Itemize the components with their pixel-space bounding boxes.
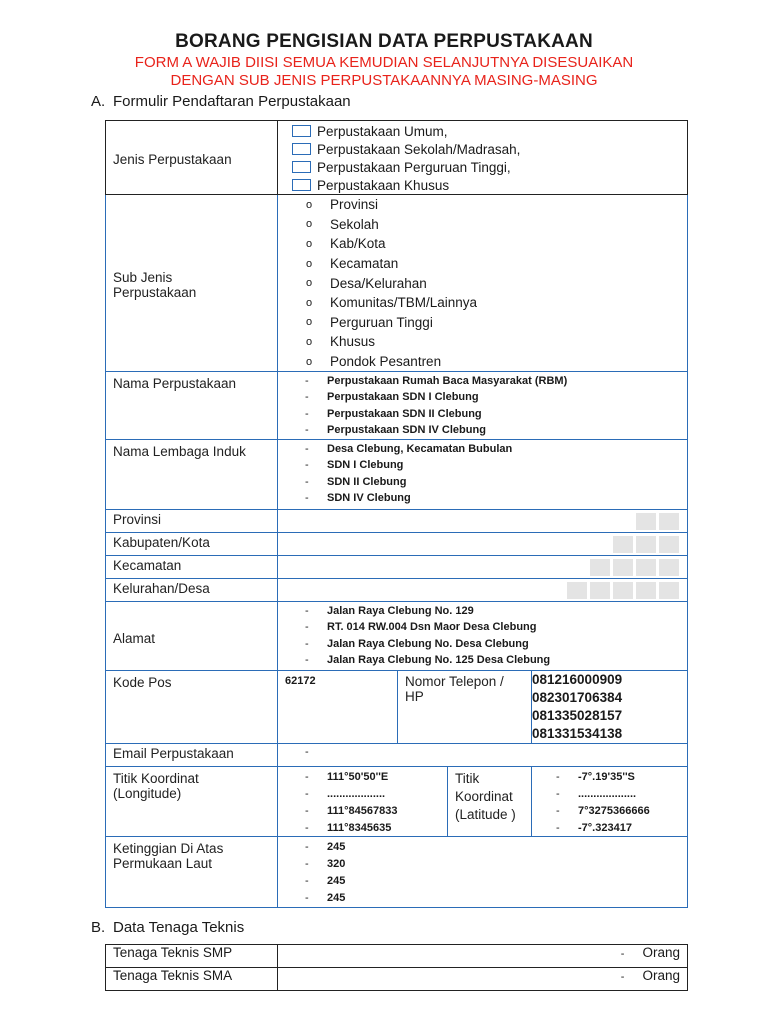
code-box[interactable] — [590, 582, 610, 599]
form-title: BORANG PENGISIAN DATA PERPUSTAKAAN — [175, 31, 593, 52]
dash-bullet: - — [305, 475, 309, 488]
sub-jenis-label-line-2: Perpustakaan — [113, 285, 197, 301]
sub-jenis-option[interactable] — [278, 273, 687, 293]
radio-bullet-icon: o — [306, 257, 313, 270]
option-label: Perpustakaan Khusus — [317, 177, 450, 193]
dash-bullet: - — [305, 374, 309, 387]
dash-bullet: - — [305, 442, 309, 455]
list-item — [278, 372, 687, 389]
list-item — [278, 785, 447, 802]
longitude-label-line-1: Titik Koordinat — [113, 771, 199, 787]
nama-lembaga-label: Nama Lembaga Induk — [106, 440, 278, 510]
tenaga-teknis-label: Tenaga Teknis SMA — [106, 968, 278, 991]
list-item — [278, 389, 687, 406]
dash-bullet: - — [305, 407, 309, 420]
code-boxes — [567, 582, 679, 599]
kode-pos-label: Kode Pos — [106, 671, 278, 744]
code-box[interactable] — [659, 536, 679, 553]
kabupaten-label: Kabupaten/Kota — [106, 533, 278, 556]
sub-jenis-option[interactable] — [278, 332, 687, 352]
latitude-values[interactable] — [532, 767, 688, 837]
tenaga-teknis-value[interactable] — [278, 945, 688, 968]
kabupaten-code-field[interactable] — [278, 533, 688, 556]
ketinggian-values[interactable] — [278, 837, 688, 908]
sub-jenis-option[interactable] — [278, 215, 687, 235]
tenaga-teknis-table — [105, 944, 688, 991]
latitude-label — [448, 767, 532, 837]
list-item — [532, 819, 687, 836]
radio-bullet-icon: o — [306, 296, 313, 309]
list-item — [278, 819, 447, 836]
item-text: 245 — [327, 874, 346, 887]
option-label: Khusus — [330, 334, 376, 350]
list-item — [278, 490, 687, 507]
list-item — [278, 422, 687, 439]
checkbox-icon[interactable] — [292, 179, 311, 191]
email-value: - — [305, 746, 309, 759]
longitude-label-line-2: (Longitude) — [113, 786, 182, 802]
form-instruction-line-1: FORM A WAJIB DIISI SEMUA KEMUDIAN SELANJUTNYA DISESUAIKAN — [134, 54, 634, 71]
jenis-options — [278, 121, 688, 195]
radio-bullet-icon: o — [306, 237, 313, 250]
item-text: SDN I Clebung — [327, 459, 404, 472]
dash-bullet: - — [305, 391, 309, 404]
list-item — [278, 652, 687, 669]
checkbox-icon[interactable] — [292, 143, 311, 155]
latitude-label-line-3: (Latitude ) — [455, 807, 516, 823]
radio-bullet-icon: o — [306, 277, 313, 290]
code-box[interactable] — [636, 559, 656, 576]
code-box[interactable] — [659, 559, 679, 576]
registration-form-table — [105, 120, 688, 908]
dash-bullet: - — [305, 891, 309, 904]
sub-jenis-option[interactable] — [278, 293, 687, 313]
option-label: Kab/Kota — [330, 236, 386, 252]
alamat-values[interactable] — [278, 602, 688, 671]
ketinggian-label-line-1: Ketinggian Di Atas — [113, 841, 224, 857]
code-box[interactable] — [659, 513, 679, 530]
code-box[interactable] — [613, 582, 633, 599]
section-b-heading — [91, 919, 244, 936]
checkbox-icon[interactable] — [292, 161, 311, 173]
radio-bullet-icon: o — [306, 316, 313, 329]
list-item — [278, 457, 687, 474]
dash-bullet: - — [620, 971, 625, 983]
list-item — [278, 635, 687, 652]
email-label: Email Perpustakaan — [106, 744, 278, 767]
option-label: Sekolah — [330, 216, 379, 232]
code-box[interactable] — [613, 559, 633, 576]
radio-bullet-icon: o — [306, 355, 313, 368]
dash-bullet: - — [305, 621, 309, 634]
section-a-heading — [91, 93, 351, 110]
option-label: Pondok Pesantren — [330, 354, 442, 370]
unit-label: Orang — [642, 968, 680, 983]
list-item — [278, 473, 687, 490]
item-text: -7°.323417 — [578, 821, 632, 834]
tenaga-teknis-row — [106, 968, 688, 991]
section-b-letter: B. — [91, 919, 106, 936]
dash-bullet: - — [305, 804, 309, 817]
option-label: Provinsi — [330, 197, 379, 213]
item-text: 111°8345635 — [327, 821, 392, 834]
longitude-label — [106, 767, 278, 837]
row-provinsi — [106, 510, 688, 533]
sub-jenis-label — [106, 195, 278, 372]
list-item — [532, 768, 687, 785]
telepon-values[interactable] — [532, 671, 688, 744]
list-item — [278, 838, 687, 855]
sub-jenis-options — [278, 195, 688, 372]
provinsi-code-field[interactable] — [278, 510, 688, 533]
sub-jenis-label-line-1: Sub Jenis — [113, 270, 173, 286]
radio-bullet-icon: o — [306, 198, 313, 211]
dash-bullet: - — [305, 874, 309, 887]
code-box[interactable] — [636, 582, 656, 599]
item-text: 245 — [327, 891, 346, 904]
item-text: ................... — [327, 787, 386, 800]
phone-number: 081331534138 — [532, 726, 623, 742]
row-kabupaten — [106, 533, 688, 556]
dash-bullet: - — [305, 857, 309, 870]
nama-lembaga-values[interactable] — [278, 440, 688, 510]
row-alamat — [106, 602, 688, 671]
dash-bullet: - — [305, 770, 309, 783]
kelurahan-code-field[interactable] — [278, 579, 688, 602]
provinsi-label: Provinsi — [106, 510, 278, 533]
dash-bullet: - — [305, 424, 309, 437]
phone-number: 081335028157 — [532, 708, 623, 724]
dash-bullet: - — [305, 654, 309, 667]
option-label: Komunitas/TBM/Lainnya — [330, 295, 478, 311]
item-text: Perpustakaan SDN I Clebung — [327, 391, 479, 404]
ketinggian-label-line-2: Permukaan Laut — [113, 856, 213, 872]
option-label: Perpustakaan Perguruan Tinggi, — [317, 159, 511, 175]
jenis-option-sekolah[interactable] — [278, 140, 687, 158]
code-box[interactable] — [613, 536, 633, 553]
code-box[interactable] — [659, 582, 679, 599]
jenis-option-perguruan-tinggi[interactable] — [278, 158, 687, 176]
item-text: Jalan Raya Clebung No. 129 — [327, 604, 474, 617]
row-sub-jenis — [106, 195, 688, 372]
sub-jenis-option[interactable] — [278, 254, 687, 274]
row-nama-lembaga-induk — [106, 440, 688, 510]
code-box[interactable] — [567, 582, 587, 599]
sub-jenis-option[interactable] — [278, 313, 687, 333]
list-item — [278, 802, 447, 819]
item-text: -7°.19'35''S — [578, 770, 635, 783]
item-text: Jalan Raya Clebung No. Desa Clebung — [327, 637, 529, 650]
form-instruction-line-2: DENGAN SUB JENIS PERPUSTAKAANNYA MASING-MASING — [170, 72, 598, 89]
dash-bullet: - — [305, 787, 309, 800]
dash-bullet: - — [305, 821, 309, 834]
email-field[interactable] — [278, 744, 688, 767]
kode-pos-value-cell[interactable] — [278, 671, 398, 744]
latitude-label-line-1: Titik — [455, 771, 480, 787]
jenis-option-khusus[interactable] — [278, 176, 687, 194]
list-item — [278, 602, 687, 619]
code-box[interactable] — [636, 536, 656, 553]
kode-pos-value: 62172 — [285, 675, 316, 688]
item-text: 320 — [327, 857, 346, 870]
code-box[interactable] — [636, 513, 656, 530]
option-label: Perguruan Tinggi — [330, 314, 433, 330]
code-boxes — [636, 513, 679, 530]
nama-perpustakaan-label: Nama Perpustakaan — [106, 372, 278, 440]
checkbox-icon[interactable] — [292, 125, 311, 137]
telepon-label: Nomor Telepon / HP — [398, 671, 532, 744]
tenaga-teknis-value[interactable] — [278, 968, 688, 991]
kelurahan-label: Kelurahan/Desa — [106, 579, 278, 602]
dash-bullet: - — [305, 492, 309, 505]
tenaga-teknis-label: Tenaga Teknis SMP — [106, 945, 278, 968]
option-label: Perpustakaan Sekolah/Madrasah, — [317, 141, 521, 157]
section-a-title: Formulir Pendaftaran Perpustakaan — [113, 93, 351, 110]
item-text: Perpustakaan Rumah Baca Masyarakat (RBM) — [327, 374, 568, 387]
dash-bullet: - — [556, 804, 560, 817]
item-text: Perpustakaan SDN IV Clebung — [327, 424, 486, 437]
jenis-option-umum[interactable] — [278, 122, 687, 140]
unit-label: Orang — [642, 945, 680, 960]
dash-bullet: - — [305, 637, 309, 650]
row-jenis-perpustakaan — [106, 121, 688, 195]
section-a-letter: A. — [91, 93, 106, 110]
item-text: Desa Clebung, Kecamatan Bubulan — [327, 442, 513, 455]
option-label: Kecamatan — [330, 256, 399, 272]
dash-bullet: - — [305, 459, 309, 472]
dash-bullet: - — [556, 770, 560, 783]
item-text: Jalan Raya Clebung No. 125 Desa Clebung — [327, 654, 551, 667]
sub-jenis-option[interactable] — [278, 234, 687, 254]
item-text: ................... — [578, 787, 637, 800]
dash-bullet: - — [305, 604, 309, 617]
section-b-title: Data Tenaga Teknis — [113, 919, 245, 936]
item-text: 111°84567833 — [327, 804, 398, 817]
row-kecamatan — [106, 556, 688, 579]
latitude-label-line-2: Koordinat — [455, 789, 513, 805]
list-item — [278, 872, 687, 889]
kecamatan-label: Kecamatan — [106, 556, 278, 579]
list-item — [278, 619, 687, 636]
nama-perpustakaan-values[interactable] — [278, 372, 688, 440]
item-text: 7°3275366666 — [578, 804, 650, 817]
code-box[interactable] — [590, 559, 610, 576]
alamat-label: Alamat — [106, 602, 278, 671]
row-koordinat — [106, 767, 688, 837]
item-text: 245 — [327, 840, 346, 853]
list-item — [278, 855, 687, 872]
option-label: Desa/Kelurahan — [330, 275, 427, 291]
row-kode-pos — [106, 671, 688, 744]
longitude-values[interactable] — [278, 767, 448, 837]
list-item — [278, 405, 687, 422]
row-kelurahan — [106, 579, 688, 602]
jenis-label: Jenis Perpustakaan — [106, 121, 278, 195]
radio-bullet-icon: o — [306, 335, 313, 348]
ketinggian-label — [106, 837, 278, 908]
sub-jenis-option[interactable] — [278, 352, 687, 372]
list-item — [532, 785, 687, 802]
tenaga-teknis-row — [106, 945, 688, 968]
item-text: 111°50'50''E — [327, 770, 389, 783]
item-text: SDN II Clebung — [327, 475, 407, 488]
row-email — [106, 744, 688, 767]
dash-bullet: - — [556, 787, 560, 800]
item-text: RT. 014 RW.004 Dsn Maor Desa Clebung — [327, 621, 537, 634]
phone-number: 082301706384 — [532, 690, 623, 706]
option-label: Perpustakaan Umum, — [317, 123, 448, 139]
dash-bullet: - — [305, 840, 309, 853]
code-boxes — [613, 536, 679, 553]
row-nama-perpustakaan — [106, 372, 688, 440]
dash-bullet: - — [556, 821, 560, 834]
kecamatan-code-field[interactable] — [278, 556, 688, 579]
item-text: SDN IV Clebung — [327, 492, 411, 505]
sub-jenis-option[interactable] — [278, 195, 687, 215]
radio-bullet-icon: o — [306, 218, 313, 231]
phone-number: 081216000909 — [532, 672, 623, 688]
item-text: Perpustakaan SDN II Clebung — [327, 407, 482, 420]
list-item — [532, 802, 687, 819]
dash-bullet: - — [620, 948, 625, 960]
list-item — [278, 889, 687, 906]
code-boxes — [590, 559, 679, 576]
list-item — [278, 768, 447, 785]
row-ketinggian — [106, 837, 688, 908]
list-item — [278, 440, 687, 457]
